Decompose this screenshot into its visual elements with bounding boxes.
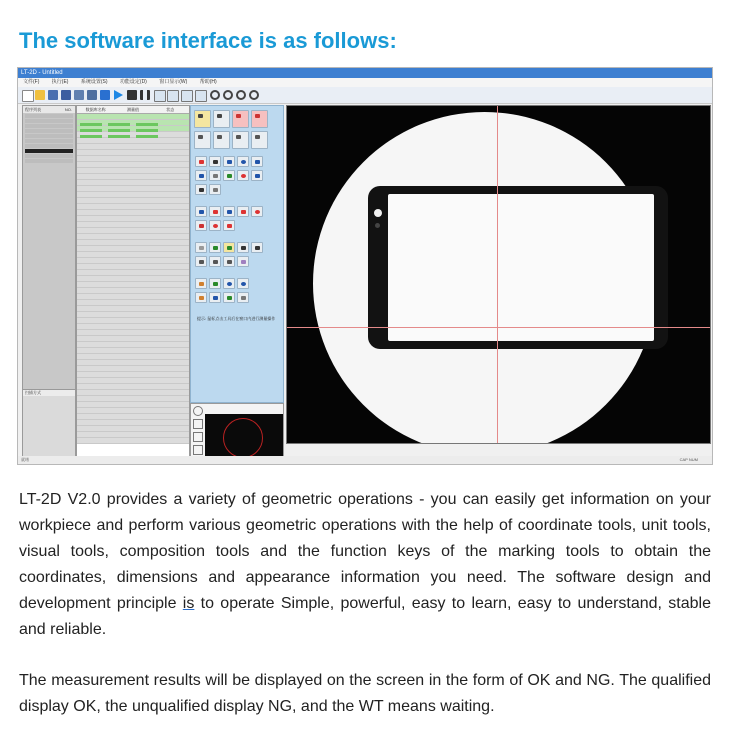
front-camera-icon xyxy=(374,209,382,217)
slot-tool[interactable] xyxy=(209,170,221,181)
program-item[interactable] xyxy=(25,124,73,128)
construct-tangent-tool[interactable] xyxy=(223,256,235,267)
stop-icon[interactable] xyxy=(127,90,137,100)
nav-zoom-icon[interactable] xyxy=(193,406,203,416)
nav-reset-icon[interactable] xyxy=(193,432,203,442)
description-part-a: LT-2D V2.0 provides a variety of geometric operations - you can easily get information on your workpiece and perform various geometric operations with the help of coordinate tools, unit tools, visual tools, composition tools and the function keys of the marking tools to obtain the coordinates, dimensions and appearance information you need. The software design and development principle xyxy=(19,491,711,612)
polar-coordinate-tool[interactable] xyxy=(213,110,230,128)
angle-tool[interactable] xyxy=(194,131,211,149)
ellipse-tool[interactable] xyxy=(195,170,207,181)
status-right: CAP NUM xyxy=(679,457,698,462)
save-as-icon[interactable] xyxy=(61,90,71,100)
zoom-reset-icon[interactable] xyxy=(249,90,259,100)
menu-item-functions[interactable]: 功能设定(D) xyxy=(119,79,147,85)
mark-target-tool[interactable] xyxy=(237,278,249,289)
workpiece-phone xyxy=(368,186,668,349)
crosshair-vertical xyxy=(497,106,498,443)
table-row[interactable] xyxy=(77,438,189,444)
edge-point-tool[interactable] xyxy=(195,206,207,217)
mark-phone-tool[interactable] xyxy=(209,278,221,289)
zoom-out-icon[interactable] xyxy=(223,90,233,100)
datum-tool[interactable] xyxy=(213,131,230,149)
construct-mirror-tool[interactable] xyxy=(237,256,249,267)
menu-item-settings[interactable]: 系统设置(S) xyxy=(80,79,108,85)
program-list-header xyxy=(23,106,75,113)
program-item[interactable] xyxy=(25,134,73,138)
description-part-b: to operate Simple, powerful, easy to learn, easy to understand, stable and reliable. xyxy=(19,595,711,638)
mark-search-tool[interactable] xyxy=(223,278,235,289)
dot-tool[interactable] xyxy=(209,156,221,167)
program-item[interactable] xyxy=(25,129,73,133)
navigator-preview[interactable] xyxy=(205,414,283,456)
circle-tool[interactable] xyxy=(237,156,249,167)
workpiece-screen xyxy=(388,194,654,341)
construct-midpoint-tool[interactable] xyxy=(209,242,221,253)
program-item[interactable] xyxy=(25,154,73,158)
program-list-panel xyxy=(22,105,76,457)
play-icon[interactable] xyxy=(114,90,123,100)
results-col-status: 状态 xyxy=(166,107,175,112)
scan-mode-panel xyxy=(23,389,75,457)
unit-mm-tool[interactable] xyxy=(232,110,249,128)
app-toolbar xyxy=(18,87,712,104)
status-left: 就绪 xyxy=(21,457,29,462)
software-screenshot xyxy=(17,67,713,465)
zoom-fit-icon[interactable] xyxy=(236,90,246,100)
arc-tool[interactable] xyxy=(251,156,263,167)
underlined-word: is xyxy=(182,595,195,612)
distance-tool[interactable] xyxy=(223,170,235,181)
tools-panel xyxy=(190,105,284,403)
program-item[interactable] xyxy=(25,119,73,123)
crosshair-horizontal xyxy=(287,327,710,328)
menu-item-window[interactable]: 窗口显示(W) xyxy=(159,79,188,85)
program-item[interactable] xyxy=(25,159,73,163)
program-item[interactable] xyxy=(25,139,73,143)
edge-box-tool[interactable] xyxy=(237,206,249,217)
sensor-icon xyxy=(375,223,380,228)
edge-line-tool[interactable] xyxy=(223,206,235,217)
construct-line-tool[interactable] xyxy=(223,242,235,253)
edge-ring-tool[interactable] xyxy=(209,220,221,231)
navigator-lens-outline xyxy=(223,418,263,456)
results-col-name: 数据库名称 xyxy=(85,107,106,112)
program-list-title: 程序列表 xyxy=(25,107,41,112)
line-tool[interactable] xyxy=(223,156,235,167)
point-tool[interactable] xyxy=(195,156,207,167)
edge-slant-tool[interactable] xyxy=(195,220,207,231)
results-header xyxy=(77,106,189,114)
mark-dim-tool[interactable] xyxy=(209,292,221,303)
mark-text-tool[interactable] xyxy=(195,278,207,289)
target-tool[interactable] xyxy=(237,170,249,181)
new-file-icon[interactable] xyxy=(22,90,34,102)
menu-item-help[interactable]: 帮助(H) xyxy=(199,79,217,85)
navigator-controls xyxy=(193,406,203,454)
results-col-value: 测量值 xyxy=(126,107,139,112)
grid-icon[interactable] xyxy=(181,90,193,102)
xy-coordinate-tool[interactable] xyxy=(194,110,211,128)
construct-cross-tool[interactable] xyxy=(209,256,221,267)
lens-field xyxy=(313,112,656,444)
origin-tool[interactable] xyxy=(251,131,268,149)
scan-mode-title: 扫描方式 xyxy=(23,390,75,396)
grid-tool[interactable] xyxy=(209,184,221,195)
menu-item-execute[interactable]: 执行(E) xyxy=(51,79,69,85)
image-icon[interactable] xyxy=(167,90,179,102)
page-heading: The software interface is as follows: xyxy=(19,28,397,53)
construct-angle-tool[interactable] xyxy=(195,256,207,267)
rect-tool[interactable] xyxy=(195,184,207,195)
program-item[interactable] xyxy=(25,144,73,148)
program-list-col-no: NO. xyxy=(64,107,72,112)
align-tool[interactable] xyxy=(232,131,249,149)
navigator-panel xyxy=(190,403,284,457)
menu-item-file[interactable]: 文件(F) xyxy=(23,79,40,85)
status-bar xyxy=(18,456,712,464)
export-icon[interactable] xyxy=(87,90,97,100)
program-item[interactable] xyxy=(25,114,73,118)
construct-intersect-tool[interactable] xyxy=(237,242,249,253)
nav-pan-icon[interactable] xyxy=(193,419,203,429)
mark-table-tool[interactable] xyxy=(223,292,235,303)
cross-tool[interactable] xyxy=(209,206,221,217)
zoom-in-icon[interactable] xyxy=(210,90,220,100)
nav-fit-icon[interactable] xyxy=(193,445,203,455)
measure-tool[interactable] xyxy=(251,170,263,181)
description-paragraph xyxy=(19,487,711,643)
construct-point-tool[interactable] xyxy=(195,242,207,253)
print-icon[interactable] xyxy=(74,90,84,100)
tools-tip: 提示: 鼠标点击工具后在窗口内进行测量操作 xyxy=(197,316,276,321)
menu-bar xyxy=(18,78,712,87)
results-paragraph: The measurement results will be displayed on the screen in the form of OK and NG. The qualified display OK, the unqualified display NG, and the WT means waiting. xyxy=(19,672,711,715)
save-icon[interactable] xyxy=(48,90,58,100)
construct-perpendicular-tool[interactable] xyxy=(251,242,263,253)
edge-arc-tool[interactable] xyxy=(223,220,235,231)
camera-viewport[interactable] xyxy=(286,105,711,444)
open-folder-icon[interactable] xyxy=(35,90,45,100)
layout-icon[interactable] xyxy=(195,90,207,102)
import-icon[interactable] xyxy=(100,90,110,100)
camera-icon[interactable] xyxy=(154,90,166,102)
mark-ok-tool[interactable] xyxy=(195,292,207,303)
edge-circle-tool[interactable] xyxy=(251,206,263,217)
app-title-bar: LT-2D - Untitled xyxy=(18,68,712,78)
results-table xyxy=(76,105,190,457)
unit-inch-tool[interactable] xyxy=(251,110,268,128)
program-item-selected[interactable] xyxy=(25,149,73,153)
mark-report-tool[interactable] xyxy=(237,292,249,303)
pause-icon[interactable] xyxy=(140,90,150,100)
